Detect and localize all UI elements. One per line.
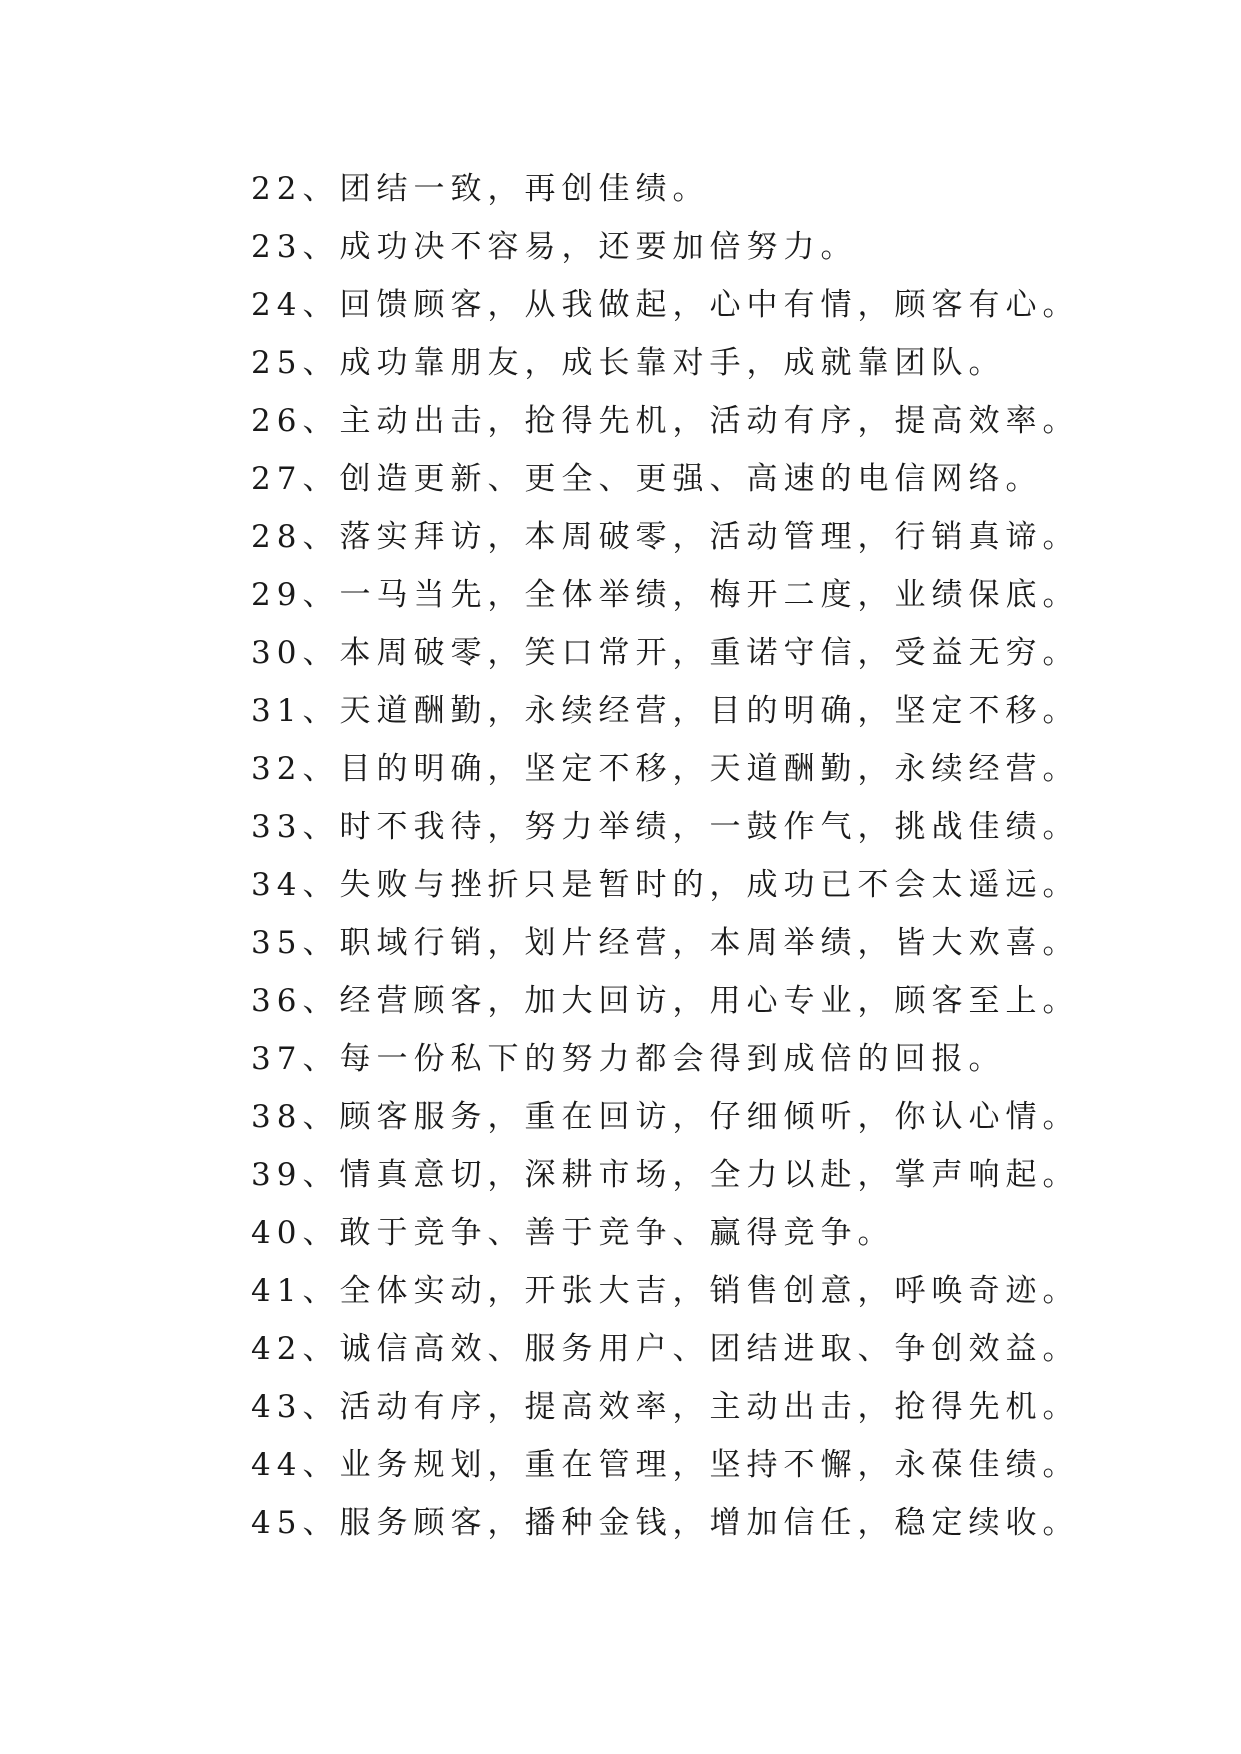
list-item: 40、敢于竞争、善于竞争、赢得竞争。 bbox=[251, 1215, 895, 1251]
list-item: 33、时不我待，努力举绩，一鼓作气，挑战佳绩。 bbox=[251, 809, 1080, 845]
list-item: 26、主动出击，抢得先机，活动有序，提高效率。 bbox=[251, 403, 1080, 439]
list-item: 29、一马当先，全体举绩，梅开二度，业绩保底。 bbox=[251, 577, 1080, 613]
list-item: 27、创造更新、更全、更强、高速的电信网络。 bbox=[251, 461, 1043, 497]
list-item: 37、每一份私下的努力都会得到成倍的回报。 bbox=[251, 1041, 1006, 1077]
list-item: 38、顾客服务，重在回访，仔细倾听，你认心情。 bbox=[251, 1099, 1080, 1135]
list-item: 36、经营顾客，加大回访，用心专业，顾客至上。 bbox=[251, 983, 1080, 1019]
list-item: 41、全体实动，开张大吉，销售创意，呼唤奇迹。 bbox=[251, 1273, 1080, 1309]
list-item: 42、诚信高效、服务用户、团结进取、争创效益。 bbox=[251, 1331, 1080, 1367]
list-item: 28、落实拜访，本周破零，活动管理，行销真谛。 bbox=[251, 519, 1080, 555]
list-item: 35、职域行销，划片经营，本周举绩，皆大欢喜。 bbox=[251, 925, 1080, 961]
list-item: 34、失败与挫折只是暂时的，成功已不会太遥远。 bbox=[251, 867, 1080, 903]
list-item: 32、目的明确，坚定不移，天道酬勤，永续经营。 bbox=[251, 751, 1080, 787]
list-item: 31、天道酬勤，永续经营，目的明确，坚定不移。 bbox=[251, 693, 1080, 729]
list-item: 25、成功靠朋友，成长靠对手，成就靠团队。 bbox=[251, 345, 1006, 381]
list-item: 43、活动有序，提高效率，主动出击，抢得先机。 bbox=[251, 1389, 1080, 1425]
list-item: 45、服务顾客，播种金钱，增加信任，稳定续收。 bbox=[251, 1505, 1080, 1541]
list-item: 44、业务规划，重在管理，坚持不懈，永葆佳绩。 bbox=[251, 1447, 1080, 1483]
list-item: 23、成功决不容易，还要加倍努力。 bbox=[251, 229, 858, 265]
list-item: 24、回馈顾客，从我做起，心中有情，顾客有心。 bbox=[251, 287, 1080, 323]
list-item: 30、本周破零，笑口常开，重诺守信，受益无穷。 bbox=[251, 635, 1080, 671]
list-item: 22、团结一致，再创佳绩。 bbox=[251, 171, 710, 207]
list-item: 39、情真意切，深耕市场，全力以赴，掌声响起。 bbox=[251, 1157, 1080, 1193]
slogan-list bbox=[251, 160, 1080, 1552]
